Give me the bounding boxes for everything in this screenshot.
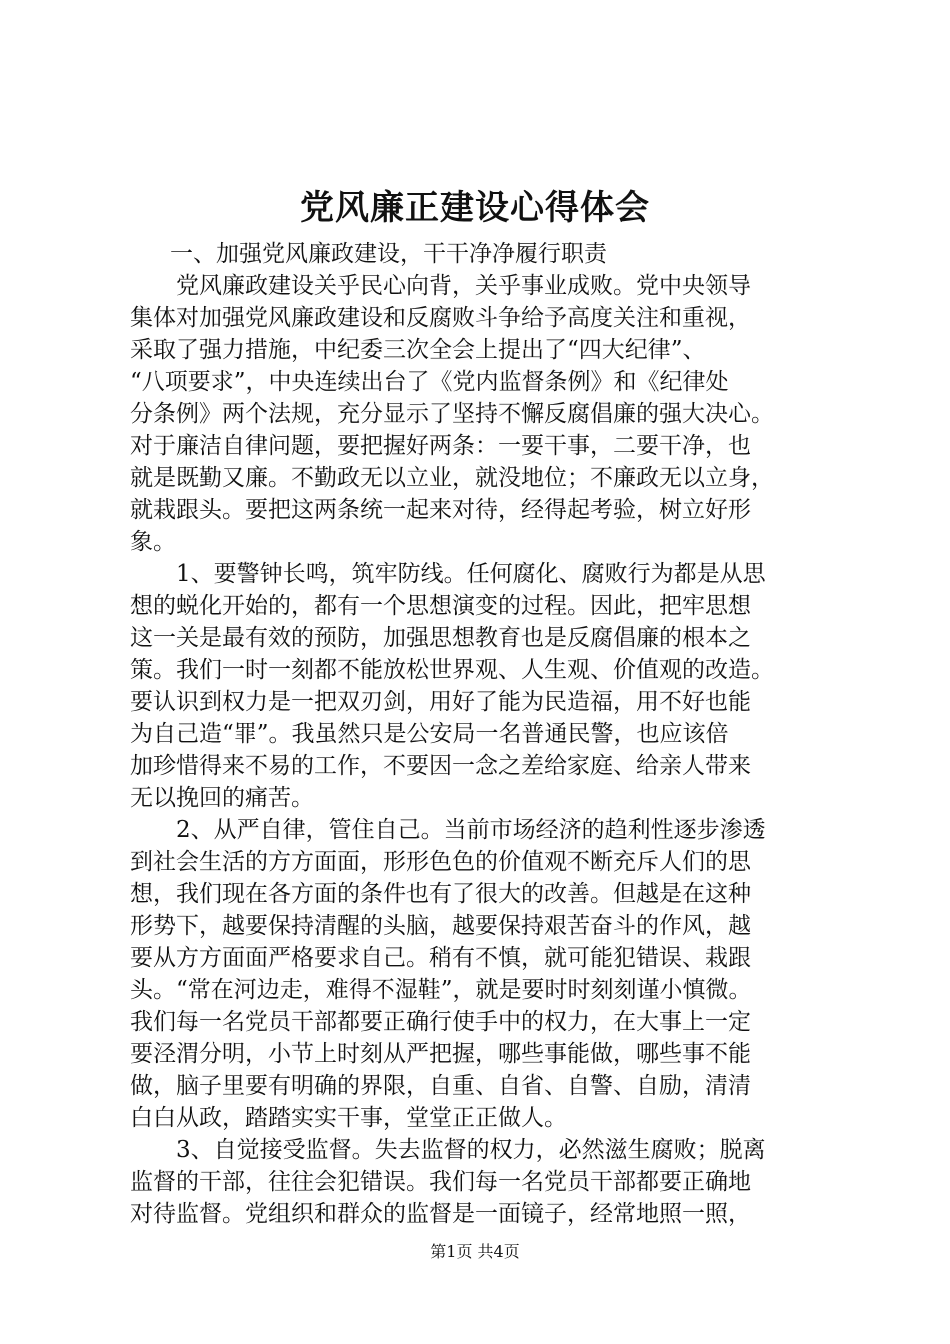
paragraph-line: 策。我们一时一刻都不能放松世界观、人生观、价值观的改造。 [130, 657, 774, 683]
paragraph-line: 白白从政，踏踏实实干事，堂堂正正做人。 [130, 1105, 567, 1131]
paragraph-line: 想，我们现在各方面的条件也有了很大的改善。但越是在这种 [130, 881, 751, 907]
paragraph-line: 这一关是最有效的预防，加强思想教育也是反腐倡廉的根本之 [130, 625, 751, 651]
paragraph-line: 象。 [130, 529, 176, 555]
paragraph-line: 想的蜕化开始的，都有一个思想演变的过程。因此，把牢思想 [130, 593, 751, 619]
paragraph-line: 监督的干部，往往会犯错误。我们每一名党员干部都要正确地 [130, 1169, 751, 1195]
section-heading: 一、加强党风廉政建设，干干净净履行职责 [170, 241, 607, 267]
paragraph-line: 就栽跟头。要把这两条统一起来对待，经得起考验，树立好形 [130, 497, 751, 523]
document-title: 党风廉正建设心得体会 [300, 188, 650, 228]
paragraph-line: 3、自觉接受监督。失去监督的权力，必然滋生腐败；脱离 [176, 1137, 766, 1163]
page-number-footer: 第1页 共4页 [430, 1242, 520, 1261]
paragraph-line: 1、要警钟长鸣，筑牢防线。任何腐化、腐败行为都是从思 [176, 561, 766, 587]
paragraph-line: 头。“常在河边走，难得不湿鞋”，就是要时时刻刻谨小慎微。 [130, 977, 752, 1003]
paragraph-line: 对待监督。党组织和群众的监督是一面镜子，经常地照一照， [130, 1201, 751, 1227]
document-body [130, 238, 830, 1230]
paragraph-line: 集体对加强党风廉政建设和反腐败斗争给予高度关注和重视， [130, 305, 751, 331]
paragraph-line: 要泾渭分明，小节上时刻从严把握，哪些事能做，哪些事不能 [130, 1041, 751, 1067]
paragraph-line: 采取了强力措施，中纪委三次全会上提出了“四大纪律”、 [130, 337, 706, 363]
paragraph-line: 做，脑子里要有明确的界限，自重、自省、自警、自励，清清 [130, 1073, 751, 1099]
paragraph-line: 2、从严自律，管住自己。当前市场经济的趋利性逐步渗透 [176, 817, 766, 843]
paragraph-line: 分条例》两个法规，充分显示了坚持不懈反腐倡廉的强大决心。 [130, 401, 774, 427]
paragraph-line: 就是既勤又廉。不勤政无以立业，就没地位；不廉政无以立身， [130, 465, 774, 491]
paragraph-line: 党风廉政建设关乎民心向背，关乎事业成败。党中央领导 [176, 273, 751, 299]
paragraph-line: “八项要求”，中央连续出台了《党内监督条例》和《纪律处 [130, 369, 729, 395]
paragraph-line: 对于廉洁自律问题，要把握好两条：一要干事，二要干净，也 [130, 433, 751, 459]
paragraph-line: 无以挽回的痛苦。 [130, 785, 314, 811]
paragraph-line: 要认识到权力是一把双刃剑，用好了能为民造福，用不好也能 [130, 689, 751, 715]
paragraph-line: 要从方方面面严格要求自己。稍有不慎，就可能犯错误、栽跟 [130, 945, 751, 971]
paragraph-line: 加珍惜得来不易的工作，不要因一念之差给家庭、给亲人带来 [130, 753, 751, 779]
paragraph-line: 形势下，越要保持清醒的头脑，越要保持艰苦奋斗的作风，越 [130, 913, 751, 939]
paragraph-line: 到社会生活的方方面面，形形色色的价值观不断充斥人们的思 [130, 849, 751, 875]
paragraph-line: 我们每一名党员干部都要正确行使手中的权力，在大事上一定 [130, 1009, 751, 1035]
paragraph-line: 为自己造“罪”。我虽然只是公安局一名普通民警，也应该倍 [130, 721, 729, 747]
